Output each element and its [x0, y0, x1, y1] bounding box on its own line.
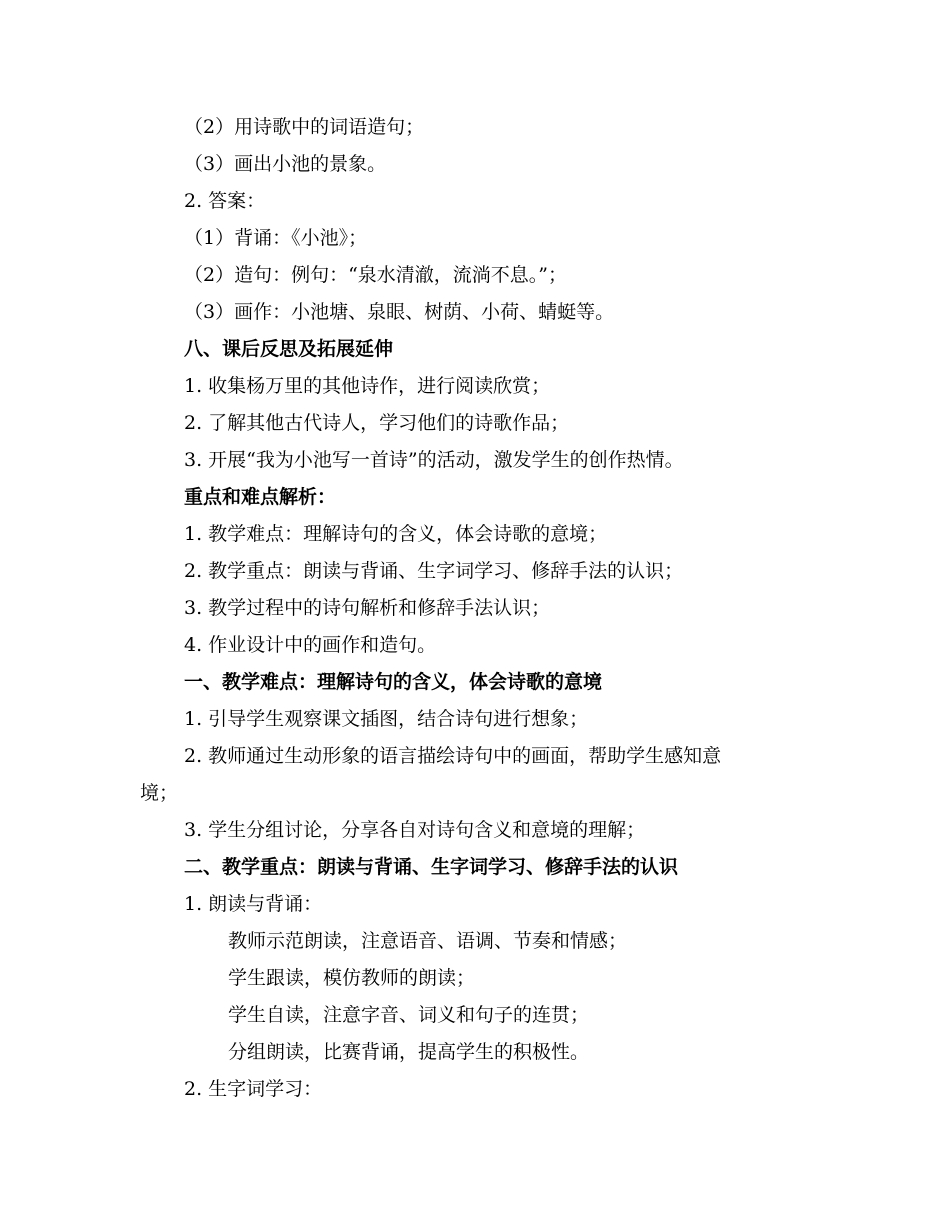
text-line: （2）造句：例句：“泉水清澈，流淌不息。”；: [184, 264, 568, 286]
text-line: 2. 教师通过生动形象的语言描绘诗句中的画面，帮助学生感知意: [184, 745, 722, 767]
section-heading: 二、教学重点：朗读与背诵、生字词学习、修辞手法的认识: [184, 856, 679, 878]
text-line: 境；: [140, 782, 179, 804]
text-line: 2. 答案：: [184, 190, 266, 212]
text-line: 1. 引导学生观察课文插图，结合诗句进行想象；: [184, 708, 589, 730]
text-line: 2. 教学重点：朗读与背诵、生字词学习、修辞手法的认识；: [184, 560, 684, 582]
section-heading: 一、教学难点：理解诗句的含义，体会诗歌的意境: [184, 671, 603, 693]
text-line: （3）画出小池的景象。: [184, 153, 387, 175]
text-line: （2）用诗歌中的词语造句；: [184, 116, 425, 138]
text-line: 3. 学生分组讨论，分享各自对诗句含义和意境的理解；: [184, 819, 646, 841]
text-line: 2. 了解其他古代诗人，学习他们的诗歌作品；: [184, 412, 570, 434]
text-line: 1. 教学难点：理解诗句的含义，体会诗歌的意境；: [184, 523, 608, 545]
text-line: （3）画作：小池塘、泉眼、树荫、小荷、蜻蜓等。: [184, 301, 615, 323]
text-line: 学生自读，注意字音、词义和句子的连贯；: [228, 1004, 590, 1026]
text-line: 4. 作业设计中的画作和造句。: [184, 634, 437, 656]
text-line: 1. 朗读与背诵：: [184, 893, 323, 915]
section-heading: 重点和难点解析：: [184, 486, 337, 508]
text-line: 3. 开展“我为小池写一首诗”的活动，激发学生的创作热情。: [184, 449, 684, 471]
text-line: 分组朗读，比赛背诵，提高学生的积极性。: [228, 1041, 590, 1063]
text-line: （1）背诵：《小池》；: [184, 227, 368, 249]
text-line: 3. 教学过程中的诗句解析和修辞手法认识；: [184, 597, 551, 619]
text-line: 1. 收集杨万里的其他诗作，进行阅读欣赏；: [184, 375, 551, 397]
text-line: 2. 生字词学习：: [184, 1078, 323, 1100]
section-heading: 八、课后反思及拓展延伸: [184, 338, 394, 360]
text-line: 学生跟读，模仿教师的朗读；: [228, 967, 476, 989]
text-line: 教师示范朗读，注意语音、语调、节奏和情感；: [228, 930, 628, 952]
